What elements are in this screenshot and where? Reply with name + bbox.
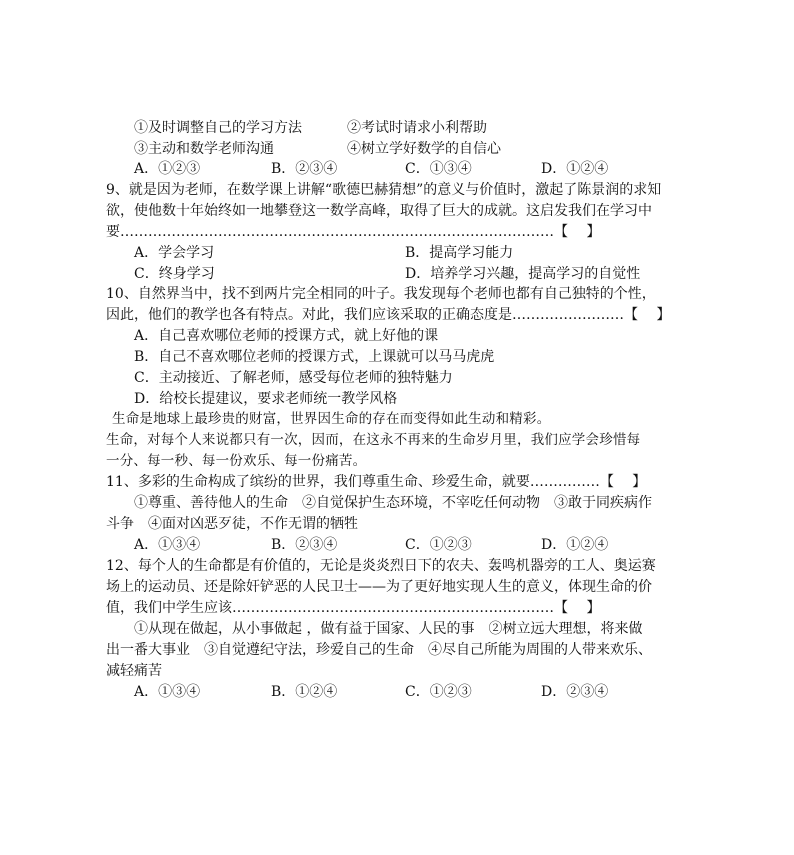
- q8-item-1: ①及时调整自己的学习方法: [134, 120, 302, 136]
- q11-choice-c[interactable]: C．①②③: [405, 537, 472, 553]
- q9-choice-a[interactable]: A．学会学习: [134, 245, 215, 261]
- q10-choice-b[interactable]: B．自己不喜欢哪位老师的授课方式，上课就可以马马虎虎: [134, 349, 495, 365]
- q9-choice-b[interactable]: B．提高学习能力: [405, 245, 514, 261]
- q10-choice-d[interactable]: D．给校长提建议，要求老师统一教学风格: [134, 391, 398, 407]
- q12-choice-b[interactable]: B．①②④: [271, 684, 338, 700]
- q11-stem-line-3: 斗争 ④面对凶恶歹徒，不作无谓的牺牲: [106, 516, 358, 532]
- q8-item-2: ②考试时请求小利帮助: [347, 120, 487, 136]
- q11-choice-b[interactable]: B．②③④: [271, 537, 338, 553]
- q8-choice-c[interactable]: C．①③④: [405, 161, 472, 177]
- q9-stem-line-3: 要…………………………………………………………………………………【 】: [106, 224, 601, 240]
- q10-choice-c[interactable]: C．主动接近、了解老师，感受每位老师的独特魅力: [134, 370, 453, 386]
- q12-choice-d[interactable]: D．②③④: [541, 684, 609, 700]
- q11-choice-d[interactable]: D．①②④: [541, 537, 609, 553]
- q12-stem-line-2: 场上的运动员、还是除奸铲恶的人民卫士——为了更好地实现人生的意义，体现生命的价: [106, 579, 652, 595]
- passage-line-3: 一分、每一秒、每一份欢乐、每一份痛苦。: [106, 453, 367, 469]
- q8-choice-a[interactable]: A．①②③: [134, 161, 201, 177]
- q12-choice-a[interactable]: A．①③④: [134, 684, 201, 700]
- q8-item-3: ③主动和数学老师沟通: [134, 141, 274, 157]
- q9-stem-line-1: 9、就是因为老师，在数学课上讲解“歌德巴赫猜想”的意义与价值时，激起了陈景润的求知: [106, 182, 662, 198]
- q11-choice-a[interactable]: A．①③④: [134, 537, 201, 553]
- q12-stem-line-6: 减轻痛苦: [106, 663, 162, 679]
- q10-stem-line-1: 10、自然界当中，找不到两片完全相同的叶子。我发现每个老师也都有自己独特的个性，: [106, 286, 656, 302]
- q12-choice-c[interactable]: C．①②③: [405, 684, 472, 700]
- q12-stem-line-1: 12、每个人的生命都是有价值的，无论是炎炎烈日下的农夫、轰鸣机器旁的工人、奥运赛: [106, 558, 656, 574]
- passage-line-2: 生命，对每个人来说都只有一次，因而，在这永不再来的生命岁月里，我们应学会珍惜每: [106, 432, 641, 448]
- q10-stem-line-2: 因此，他们的教学也各有特点。对此，我们应该采取的正确态度是……………………【 】: [106, 307, 671, 323]
- q12-stem-line-4: ①从现在做起，从小事做起 ，做有益于国家、人民的事 ②树立远大理想，将来做: [134, 621, 643, 637]
- q11-stem-line-1: 11、多彩的生命构成了缤纷的世界，我们尊重生命、珍爱生命，就要……………【 】: [106, 474, 647, 490]
- q9-choice-d[interactable]: D．培养学习兴趣，提高学习的自觉性: [405, 266, 641, 282]
- q12-stem-line-3: 值，我们中学生应该……………………………………………………………【 】: [106, 600, 601, 616]
- q8-choice-d[interactable]: D．①②④: [541, 161, 609, 177]
- q10-choice-a[interactable]: A．自己喜欢哪位老师的授课方式，就上好他的课: [134, 328, 439, 344]
- q12-stem-line-5: 出一番大事业 ③自觉遵纪守法，珍爱自己的生命 ④尽自己所能为周围的人带来欢乐、: [106, 642, 652, 658]
- q8-choice-b[interactable]: B．②③④: [271, 161, 338, 177]
- q8-item-4: ④树立学好数学的自信心: [347, 141, 501, 157]
- q9-stem-line-2: 欲，使他数十年始终如一地攀登这一数学高峰，取得了巨大的成就。这启发我们在学习中: [106, 203, 652, 219]
- passage-line-1: 生命是地球上最珍贵的财富，世界因生命的存在而变得如此生动和精彩。: [112, 411, 551, 427]
- q9-choice-c[interactable]: C．终身学习: [134, 266, 215, 282]
- q11-stem-line-2: ①尊重、善待他人的生命 ②自觉保护生态环境，不宰吃任何动物 ③敢于同疾病作: [134, 495, 652, 511]
